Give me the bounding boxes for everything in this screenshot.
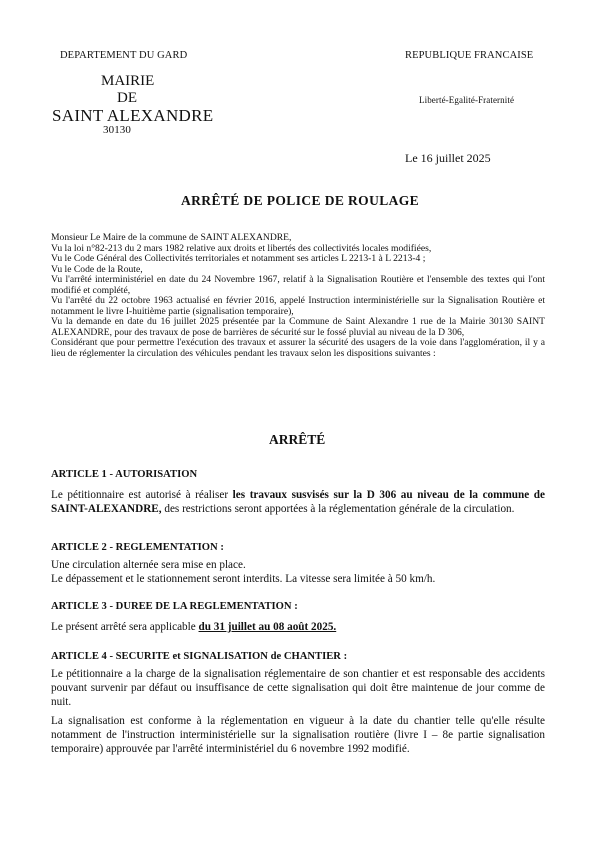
preamble-line: Vu l'arrêté interministériel en date du 24 Novembre 1967, relatif à la Signalisation Routière et l'ensemble des textes qui l'ont modifié et complété, [51, 274, 545, 296]
mairie-line1: MAIRIE [101, 73, 155, 89]
article-1-text-bold: les travaux susvisés sur la D 306 au niveau de la commune de SAINT-ALEXANDRE, [51, 489, 545, 515]
article-2-line: Une circulation alternée sera mise en place. [51, 559, 246, 571]
section-title: ARRÊTÉ [269, 432, 326, 447]
mairie-line2: DE [117, 90, 137, 106]
article-3-heading: ARTICLE 3 - DUREE DE LA REGLEMENTATION : [51, 601, 298, 612]
article-1-heading: ARTICLE 1 - AUTORISATION [51, 469, 198, 480]
preamble-line: Vu le Code Général des Collectivités territoriales et notamment ses articles L 2213-1 à L 2213-4 ; [51, 253, 426, 264]
article-3-body [51, 621, 545, 635]
article-3-text: Le présent arrêté sera applicable [51, 621, 199, 633]
republic-label: REPUBLIQUE FRANCAISE [405, 50, 534, 61]
department-label: DEPARTEMENT DU GARD [60, 50, 188, 61]
preamble-line: Vu le Code de la Route, [51, 263, 143, 275]
article-1-text: Le pétitionnaire est autorisé à réaliser [51, 489, 233, 501]
article-4-paragraph-1: Le pétitionnaire a la charge de la signalisation réglementaire de son chantier et est responsable des accidents pouvant survenir par défaut ou insuffisance de cette signalisation qui doit être maintenue de jour comme de nuit. [51, 668, 545, 708]
document-date: Le 16 juillet 2025 [405, 151, 491, 165]
article-4-heading: ARTICLE 4 - SECURITE et SIGNALISATION de CHANTIER : [51, 651, 348, 662]
article-2-line: Le dépassement et le stationnement seront interdits. La vitesse sera limitée à 50 km/h. [51, 572, 436, 585]
postal-code: 30130 [103, 124, 131, 136]
article-1-text: des restrictions seront apportées à la réglementation générale de la circulation. [161, 502, 515, 515]
mairie-name: SAINT ALEXANDRE [52, 106, 214, 125]
article-3-dates: du 31 juillet au 08 août 2025. [198, 621, 337, 633]
motto: Liberté-Egalité-Fraternité [419, 95, 515, 105]
article-4-paragraph-2: La signalisation est conforme à la réglementation en vigueur à la date du chantier telle qu'elle résulte notamment de l'instruction interministérielle sur la signalisation routière (livre I – 8e partie signalisation temporaire) approuvée par l'arrêté interministériel du 6 novembre 1992 modifié. [51, 715, 545, 755]
preamble-line: Vu la loi n°82-213 du 2 mars 1982 relative aux droits et libertés des collectivités locales modifiées, [51, 242, 432, 254]
preamble-line: Monsieur Le Maire de la commune de SAINT ALEXANDRE, [51, 232, 292, 243]
document-title: ARRÊTÉ DE POLICE DE ROULAGE [181, 193, 420, 208]
article-1-body [51, 489, 545, 517]
preamble [51, 233, 545, 359]
article-2-heading: ARTICLE 2 - REGLEMENTATION : [51, 542, 224, 553]
preamble-line: Considérant que pour permettre l'exécution des travaux et assurer la sécurité des usagers de la voie dans l'agglomération, il y a lieu de réglementer la circulation des véhicules pendant les travaux selon les dispositions suivantes : [51, 337, 545, 359]
preamble-line: Vu l'arrêté du 22 octobre 1963 actualisé en février 2016, appelé Instruction interministérielle sur la Signalisation Routière et notamment le livre I-huitième partie (signalisation temporaire), [51, 295, 545, 317]
preamble-line: Vu la demande en date du 16 juillet 2025 présentée par la Commune de Saint Alexandre 1 rue de la Mairie 30130 SAINT ALEXANDRE, pour des travaux de pose de barrières de sécurité sur le fossé pluvial au niveau de la D 306, [51, 316, 545, 338]
article-2-body [51, 559, 545, 587]
